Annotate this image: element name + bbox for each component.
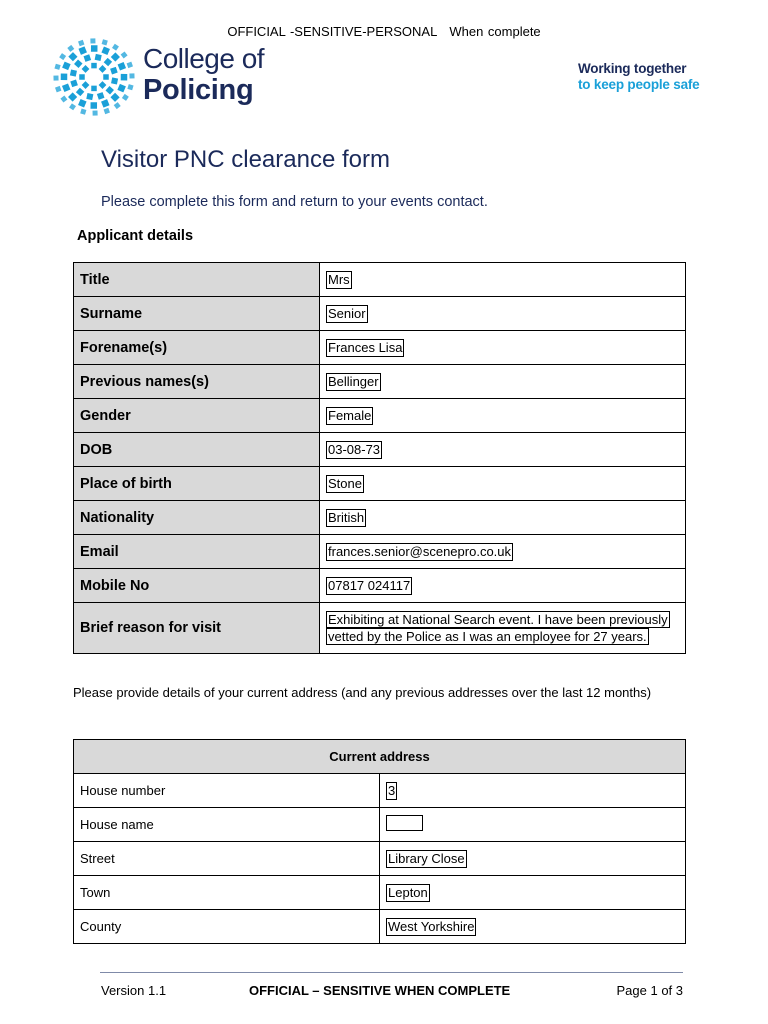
logo-square bbox=[82, 81, 90, 89]
logo-square bbox=[101, 99, 109, 107]
logo-square bbox=[129, 73, 134, 78]
table-header-row bbox=[74, 740, 686, 774]
surname-field[interactable]: Senior bbox=[328, 305, 366, 321]
reason-for-visit-text: Exhibiting at National Search event. I have been previously vetted by the Police as I was an employee for 27 years. bbox=[328, 612, 668, 644]
table-row bbox=[74, 365, 686, 399]
field-label-dob: DOB bbox=[74, 433, 320, 467]
field-label-street: Street bbox=[74, 842, 380, 876]
applicant-details-heading: Applicant details bbox=[77, 228, 194, 244]
field-label-previous-names: Previous names(s) bbox=[74, 365, 320, 399]
logo-square bbox=[110, 67, 118, 75]
table-row bbox=[74, 569, 686, 603]
field-cell-title[interactable] bbox=[320, 263, 686, 297]
applicant-details-table bbox=[73, 262, 686, 654]
logo-square bbox=[95, 54, 102, 61]
field-label-house-number: House number bbox=[74, 774, 380, 808]
previous-names-field[interactable]: Bellinger bbox=[328, 373, 379, 389]
brand-name bbox=[143, 45, 264, 105]
town-field[interactable]: Lepton bbox=[388, 884, 428, 900]
footer-classification: OFFICIAL – SENSITIVE WHEN COMPLETE bbox=[249, 983, 511, 998]
header-classification-suffix: When complete bbox=[449, 24, 541, 39]
tagline-line1: Working together bbox=[578, 61, 687, 76]
field-label-house-name: House name bbox=[74, 808, 380, 842]
logo-square bbox=[59, 53, 66, 60]
field-cell-surname[interactable] bbox=[320, 297, 686, 331]
logo-square bbox=[122, 94, 129, 101]
address-instructions: Please provide details of your current address (and any previous addresses over the last 12 months) bbox=[73, 685, 652, 700]
logo-square bbox=[93, 111, 98, 116]
logo-square bbox=[114, 102, 121, 109]
email-field[interactable]: frances.senior@scenepro.co.uk bbox=[328, 543, 512, 559]
logo-square bbox=[70, 70, 77, 77]
field-label-title: Title bbox=[74, 263, 320, 297]
logo-square bbox=[104, 108, 110, 114]
logo-square bbox=[68, 92, 77, 101]
logo-square bbox=[102, 39, 108, 45]
county-field[interactable]: West Yorkshire bbox=[388, 918, 475, 934]
mobile-field[interactable]: 07817 024117 bbox=[328, 577, 411, 593]
field-label-mobile: Mobile No bbox=[74, 569, 320, 603]
nationality-field[interactable]: British bbox=[328, 509, 365, 525]
logo-square bbox=[54, 64, 60, 70]
logo-square bbox=[53, 75, 58, 80]
field-label-reason-for-visit: Brief reason for visit bbox=[74, 603, 320, 654]
logo-square bbox=[111, 52, 120, 61]
table-row bbox=[74, 501, 686, 535]
current-address-table bbox=[73, 739, 686, 944]
logo-square bbox=[99, 65, 107, 73]
table-row bbox=[74, 331, 686, 365]
table-row bbox=[74, 399, 686, 433]
table-row bbox=[74, 535, 686, 569]
title-field[interactable]: Mrs bbox=[328, 271, 350, 287]
table-row bbox=[74, 774, 686, 808]
field-label-nationality: Nationality bbox=[74, 501, 320, 535]
logo-square bbox=[91, 63, 97, 69]
table-row bbox=[74, 263, 686, 297]
field-cell-email[interactable] bbox=[320, 535, 686, 569]
field-cell-town[interactable] bbox=[380, 876, 686, 910]
footer-page-number: Page 1 of 3 bbox=[616, 983, 683, 998]
house-number-field[interactable]: 3 bbox=[388, 782, 396, 798]
field-cell-nationality[interactable] bbox=[320, 501, 686, 535]
field-label-town: Town bbox=[74, 876, 380, 910]
logo-square bbox=[127, 62, 133, 68]
table-row bbox=[74, 433, 686, 467]
field-cell-mobile[interactable] bbox=[320, 569, 686, 603]
logo-square bbox=[76, 88, 84, 96]
logo-square bbox=[82, 65, 90, 73]
logo-square bbox=[90, 38, 95, 43]
table-row bbox=[74, 603, 686, 654]
logo-square bbox=[103, 74, 109, 80]
logo-square bbox=[70, 80, 78, 88]
field-label-gender: Gender bbox=[74, 399, 320, 433]
logo-square bbox=[106, 86, 114, 94]
field-cell-house-number[interactable] bbox=[380, 774, 686, 808]
logo-square bbox=[78, 46, 86, 54]
reason-for-visit-field[interactable] bbox=[326, 611, 679, 645]
house-name-field[interactable] bbox=[386, 815, 423, 831]
logo-square bbox=[117, 84, 126, 93]
logo-square bbox=[121, 51, 128, 58]
logo-square bbox=[74, 60, 82, 68]
logo-square bbox=[68, 52, 77, 61]
logo-square bbox=[91, 45, 98, 52]
forenames-field[interactable]: Frances Lisa bbox=[328, 339, 403, 355]
logo-square bbox=[91, 102, 98, 109]
logo-square bbox=[55, 86, 61, 92]
header-classification-label: OFFICIAL -SENSITIVE-PERSONAL bbox=[227, 24, 438, 39]
field-label-place-of-birth: Place of birth bbox=[74, 467, 320, 501]
logo-square bbox=[78, 40, 84, 46]
field-cell-gender[interactable] bbox=[320, 399, 686, 433]
logo-square bbox=[79, 74, 85, 80]
field-cell-place-of-birth[interactable] bbox=[320, 467, 686, 501]
dob-field[interactable]: 03-08-73 bbox=[328, 441, 381, 457]
college-of-policing-logo-icon bbox=[52, 38, 136, 116]
logo-square bbox=[80, 109, 86, 115]
logo-square bbox=[99, 81, 107, 89]
street-field[interactable]: Library Close bbox=[388, 850, 465, 866]
logo-square bbox=[78, 99, 87, 108]
field-cell-reason-for-visit[interactable] bbox=[320, 603, 686, 654]
logo-square bbox=[91, 86, 97, 92]
table-row bbox=[74, 876, 686, 910]
table-row bbox=[74, 842, 686, 876]
field-label-email: Email bbox=[74, 535, 320, 569]
tagline-line2: to keep people safe bbox=[578, 77, 700, 92]
gender-field[interactable]: Female bbox=[328, 407, 372, 423]
form-title: Visitor PNC clearance form bbox=[101, 146, 390, 173]
logo-square bbox=[60, 96, 67, 103]
logo-square bbox=[97, 92, 105, 100]
logo-square bbox=[127, 84, 133, 90]
field-cell-dob[interactable] bbox=[320, 433, 686, 467]
form-intro: Please complete this form and return to your events contact. bbox=[101, 194, 488, 210]
field-cell-house-name[interactable] bbox=[380, 808, 686, 842]
footer-divider bbox=[100, 972, 683, 973]
logo-square bbox=[61, 74, 68, 81]
table-row bbox=[74, 297, 686, 331]
field-cell-street[interactable] bbox=[380, 842, 686, 876]
logo-square bbox=[86, 93, 93, 100]
field-cell-previous-names[interactable] bbox=[320, 365, 686, 399]
place-of-birth-field[interactable]: Stone bbox=[328, 475, 362, 491]
logo-square bbox=[112, 44, 119, 51]
header-classification bbox=[0, 24, 768, 39]
brand-name-line2: Policing bbox=[143, 74, 254, 106]
logo-square bbox=[104, 58, 112, 66]
logo-square bbox=[101, 46, 110, 55]
logo-square bbox=[110, 93, 119, 102]
footer-version: Version 1.1 bbox=[101, 983, 167, 998]
field-cell-county[interactable] bbox=[380, 910, 686, 944]
logo-square bbox=[62, 83, 70, 91]
field-label-county: County bbox=[74, 910, 380, 944]
logo-square bbox=[118, 62, 126, 70]
field-cell-forenames[interactable] bbox=[320, 331, 686, 365]
field-label-forenames: Forename(s) bbox=[74, 331, 320, 365]
logo-square bbox=[121, 74, 128, 81]
field-label-surname: Surname bbox=[74, 297, 320, 331]
logo-square bbox=[62, 62, 71, 71]
table-row bbox=[74, 808, 686, 842]
brand-name-line1: College of bbox=[143, 43, 265, 74]
logo-square bbox=[69, 103, 76, 110]
logo-square bbox=[111, 77, 118, 84]
brand-tagline bbox=[578, 61, 700, 93]
table-row bbox=[74, 910, 686, 944]
table-row bbox=[74, 467, 686, 501]
logo-square bbox=[67, 45, 74, 52]
current-address-heading: Current address bbox=[74, 740, 686, 774]
logo-square bbox=[84, 54, 92, 62]
